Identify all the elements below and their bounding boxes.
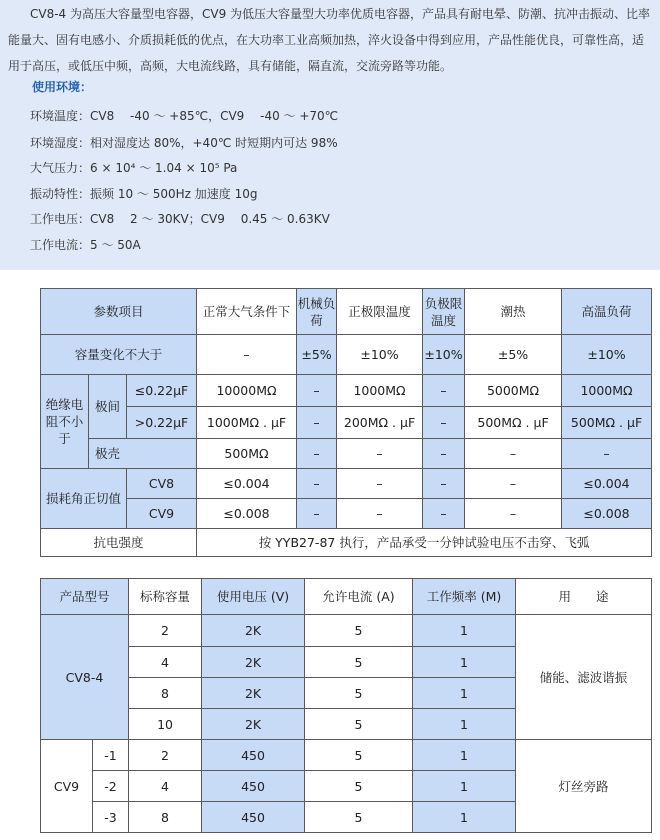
case-label: 极壳 [89,439,197,469]
model-cv84: CV8-4 [41,615,129,740]
cell: 5 [305,678,413,709]
cell: 450 [202,740,305,771]
cell: 2K [202,678,305,709]
cell: 1 [413,647,516,678]
env-label: 环境温度： [30,109,91,123]
env-current [30,236,141,253]
header-param-item: 参数项目 [41,289,197,335]
cell: 5 [305,740,413,771]
header-normal: 正常大气条件下 [197,289,297,335]
cell: – [297,499,337,529]
cell: – [297,439,337,469]
cell: 5 [305,615,413,647]
product-table [40,578,652,833]
env-value: 相对湿度达 80%，+40℃ 时短期内可达 98% [90,136,338,150]
cell: ≤0.004 [562,469,652,499]
cell: – [465,499,562,529]
cell: – [423,499,465,529]
env-value: 6 × 10⁴ ～ 1.04 × 10⁵ Pa [90,161,238,175]
usage-cv9: 灯丝旁路 [516,740,652,833]
env-title: 使用环境： [32,80,93,94]
header-neg-limit: 负极限温度 [423,289,465,335]
cell: 450 [202,802,305,833]
cell: 1000MΩ [562,375,652,407]
header-pos-limit: 正极限温度 [337,289,423,335]
header-capacity: 标称容量 [129,579,202,615]
cell: – [465,469,562,499]
sub-model: -2 [93,771,129,802]
cell: ≤0.004 [197,469,297,499]
cell: 1 [413,771,516,802]
cell: 2K [202,709,305,740]
env-label: 环境湿度： [30,136,91,150]
env-value: 振频 10 ～ 500Hz 加速度 10g [90,187,258,201]
cell: 5 [305,709,413,740]
env-label: 工作电压： [30,212,91,226]
cell: – [337,499,423,529]
usage-cv84: 储能、滤波谐振 [516,615,652,740]
header-damp-heat: 潮热 [465,289,562,335]
model-cv9: CV9 [41,740,93,833]
env-label: 工作电流： [30,238,91,252]
header-model: 产品型号 [41,579,129,615]
header-frequency: 工作频率 (M) [413,579,516,615]
cell: 450 [202,771,305,802]
cond-le: ≤0.22μF [127,375,197,407]
cell: 2 [129,740,202,771]
cell: ±10% [423,335,465,375]
cell: – [423,439,465,469]
cell: 1 [413,615,516,647]
cell: – [337,439,423,469]
loss-model: CV8 [127,469,197,499]
cell: ±10% [562,335,652,375]
cell: 500MΩ . μF [562,407,652,439]
cell: ±10% [337,335,423,375]
params-table [40,288,652,557]
env-vibration [30,185,257,202]
cell: ±5% [297,335,337,375]
env-value: CV8 -40 ～ +85℃，CV9 -40 ～ +70℃ [90,109,339,123]
cell: 5 [305,802,413,833]
cell: 1000MΩ [337,375,423,407]
cell: ≤0.008 [562,499,652,529]
header-usage: 用 途 [516,579,652,615]
sub-model: -1 [93,740,129,771]
cell: 1 [413,802,516,833]
env-humidity [30,134,338,151]
env-pressure [30,159,237,176]
capacity-label: 容量变化不大于 [41,335,197,375]
cell: 5 [305,647,413,678]
cell: 10 [129,709,202,740]
strength-value: 按 YYB27-87 执行，产品承受一分钟试验电压不击穿、飞弧 [197,529,652,557]
cell: ≤0.008 [197,499,297,529]
cell: 500MΩ [197,439,297,469]
header-mechanical: 机械负荷 [297,289,337,335]
sub-model: -3 [93,802,129,833]
cell: 5 [305,771,413,802]
strength-label: 抗电强度 [41,529,197,557]
intro-panel [0,0,660,270]
cell: – [562,439,652,469]
insulation-label: 绝缘电阻不小于 [41,375,89,469]
cell: 4 [129,647,202,678]
cell: ±5% [465,335,562,375]
pole-label: 极间 [89,375,127,439]
env-label: 振动特性： [30,187,91,201]
header-high-temp-load: 高温负荷 [562,289,652,335]
intro-text: CV8-4 为高压大容量型电容器，CV9 为低压大容量型大功率优质电容器，产品具有耐电晕、防潮、抗冲击振动、比率能量大、固有电感小、介质损耗低的优点，在大功率工业高频加热，淬火设备中得到应用，产品性能优良，可靠性高，适用于高压，或低压中频，高频，大电流线路，具有储能，隔直流，交流旁路等功能。 [8,7,651,73]
header-current: 允许电流 (A) [305,579,413,615]
cell: – [197,335,297,375]
cell: 500MΩ . μF [465,407,562,439]
cell: 200MΩ . μF [337,407,423,439]
cell: 1 [413,740,516,771]
cell: 4 [129,771,202,802]
env-value: CV8 2 ～ 30KV；CV9 0.45 ～ 0.63KV [90,212,330,226]
env-voltage [30,210,330,227]
cell: 8 [129,802,202,833]
cell: – [465,439,562,469]
cell: – [297,375,337,407]
cell: – [297,407,337,439]
env-label: 大气压力： [30,161,91,175]
loss-label: 损耗角正切值 [41,469,127,529]
cell: 2K [202,615,305,647]
env-value: 5 ～ 50A [90,238,141,252]
cell: 10000MΩ [197,375,297,407]
cell: 8 [129,678,202,709]
cell: 2 [129,615,202,647]
cell: – [337,469,423,499]
cond-gt: >0.22μF [127,407,197,439]
cell: – [423,375,465,407]
cell: 5000MΩ [465,375,562,407]
header-voltage: 使用电压 (V) [202,579,305,615]
cell: – [297,469,337,499]
cell: 1 [413,709,516,740]
env-temperature [30,107,338,124]
cell: 1 [413,678,516,709]
cell: 1000MΩ . μF [197,407,297,439]
loss-model: CV9 [127,499,197,529]
cell: – [423,469,465,499]
cell: – [423,407,465,439]
cell: 2K [202,647,305,678]
